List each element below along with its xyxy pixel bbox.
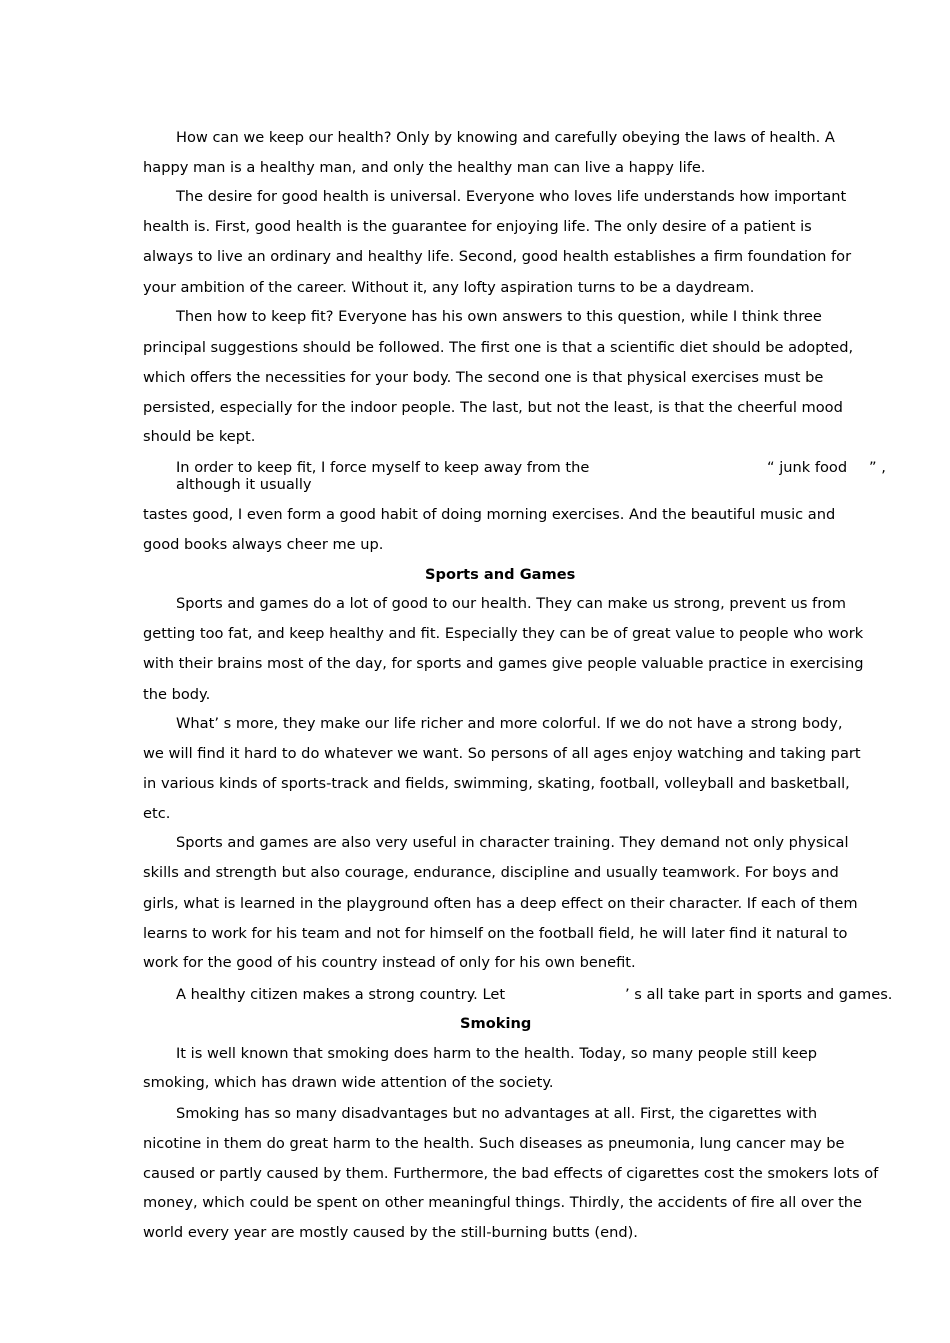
paragraph-6-line: in various kinds of sports-track and fields, swimming, skating, football, volleyball and basketball, [143, 775, 850, 792]
paragraph-3-line: should be kept. [143, 428, 256, 445]
paragraph-5-line: Sports and games do a lot of good to our health. They can make us strong, prevent us from [176, 595, 847, 612]
paragraph-10-line: Smoking has so many disadvantages but no advantages at all. First, the cigarettes with [176, 1105, 818, 1122]
paragraph-4-part-a: In order to keep fit, I force myself to keep away from the [176, 459, 590, 476]
paragraph-4-line: good books always cheer me up. [143, 536, 384, 553]
paragraph-10-line: caused or partly caused by them. Furthermore, the bad effects of cigarettes cost the smokers lots of [143, 1165, 879, 1182]
paragraph-7-line: skills and strength but also courage, endurance, discipline and usually teamwork. For boys and [143, 864, 839, 881]
junk-food-quote-open: “ junk food [767, 459, 848, 476]
paragraph-8-part-a: A healthy citizen makes a strong country. Let [176, 986, 506, 1003]
paragraph-7-line: work for the good of his country instead of only for his own benefit. [143, 954, 636, 971]
paragraph-2-line: The desire for good health is universal. Everyone who loves life understands how important [176, 188, 847, 205]
paragraph-10-line: money, which could be spent on other meaningful things. Thirdly, the accidents of fire all over the [143, 1194, 863, 1211]
paragraph-4-part-b: although it usually [176, 476, 312, 493]
paragraph-7-line: learns to work for his team and not for himself on the football field, he will later find it natural to [143, 925, 848, 942]
paragraph-2-line: your ambition of the career. Without it, any lofty aspiration turns to be a daydream. [143, 279, 755, 296]
paragraph-9-line: smoking, which has drawn wide attention of the society. [143, 1074, 554, 1091]
section-heading-smoking: Smoking [460, 1015, 532, 1032]
paragraph-6-line: What’ s more, they make our life richer and more colorful. If we do not have a strong body, [176, 715, 843, 732]
paragraph-1-line: How can we keep our health? Only by knowing and carefully obeying the laws of health. A [176, 129, 835, 146]
paragraph-9-line: It is well known that smoking does harm to the health. Today, so many people still keep [176, 1045, 818, 1062]
paragraph-10-line: nicotine in them do great harm to the health. Such diseases as pneumonia, lung cancer may be [143, 1135, 845, 1152]
paragraph-5-line: with their brains most of the day, for sports and games give people valuable practice in exercising [143, 655, 864, 672]
paragraph-10-line: world every year are mostly caused by the still-burning butts (end). [143, 1224, 638, 1241]
paragraph-5-line: getting too fat, and keep healthy and fit. Especially they can be of great value to people who work [143, 625, 864, 642]
paragraph-3-line: Then how to keep fit? Everyone has his own answers to this question, while I think three [176, 308, 822, 325]
paragraph-1-line: happy man is a healthy man, and only the healthy man can live a happy life. [143, 159, 706, 176]
junk-food-quote-close: ” , [869, 459, 886, 476]
paragraph-8-part-b: ’ s all take part in sports and games. [625, 986, 893, 1003]
paragraph-3-line: persisted, especially for the indoor people. The last, but not the least, is that the cheerful mood [143, 399, 843, 416]
section-heading-sports: Sports and Games [425, 566, 576, 583]
paragraph-3-line: which offers the necessities for your body. The second one is that physical exercises must be [143, 369, 824, 386]
paragraph-3-line: principal suggestions should be followed. The first one is that a scientific diet should be adopted, [143, 339, 854, 356]
paragraph-5-line: the body. [143, 686, 211, 703]
paragraph-2-line: health is. First, good health is the guarantee for enjoying life. The only desire of a patient is [143, 218, 812, 235]
paragraph-2-line: always to live an ordinary and healthy life. Second, good health establishes a firm foundation for [143, 248, 852, 265]
paragraph-6-line: we will find it hard to do whatever we want. So persons of all ages enjoy watching and taking part [143, 745, 861, 762]
paragraph-7-line: girls, what is learned in the playground often has a deep effect on their character. If each of them [143, 895, 858, 912]
paragraph-7-line: Sports and games are also very useful in character training. They demand not only physical [176, 834, 849, 851]
paragraph-6-line: etc. [143, 805, 171, 822]
paragraph-4-line: tastes good, I even form a good habit of doing morning exercises. And the beautiful music and [143, 506, 836, 523]
